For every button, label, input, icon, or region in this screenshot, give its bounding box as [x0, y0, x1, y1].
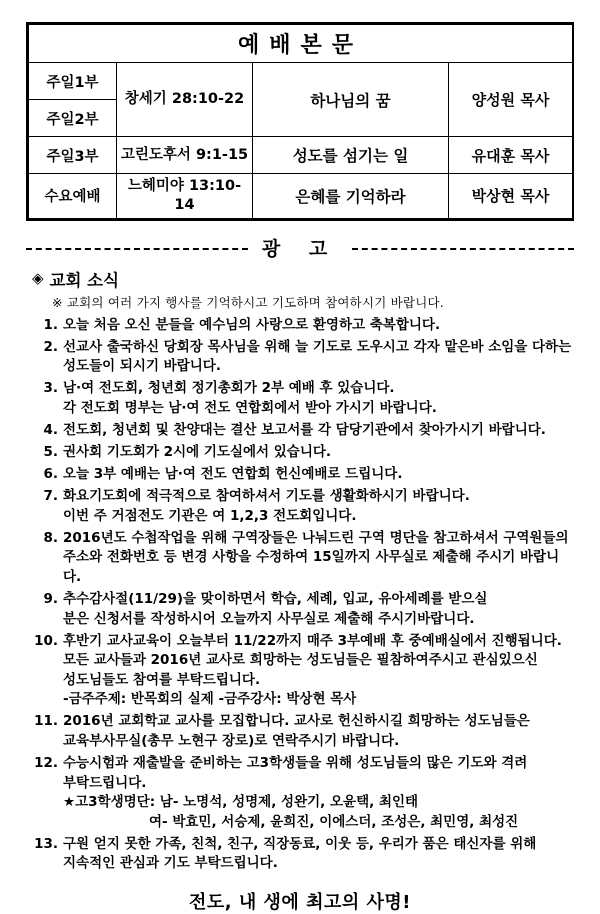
cell-service-4: 수요예배	[29, 174, 117, 219]
item-line: 각 전도회 명부는 남·여 전도 연합회에서 받아 가시기 바랍니다.	[63, 399, 437, 416]
item-line: 화요기도회에 적극적으로 참여하셔서 기도를 생활화하시기 바랍니다.	[63, 488, 470, 505]
item-body	[63, 465, 574, 485]
list-item	[32, 754, 574, 832]
item-number: 1.	[43, 316, 58, 333]
item-line: 선교사 출국하신 당회장 목사님을 위해 늘 기도로 도우시고 각자 맡은바 소임을 다하는	[63, 338, 572, 355]
cell-reference-1	[117, 63, 253, 137]
item-body	[63, 632, 574, 710]
item-body	[63, 338, 574, 377]
table-row	[29, 174, 573, 219]
item-body	[63, 754, 574, 832]
item-line: 부탁드립니다.	[63, 774, 147, 791]
item-line: 전도회, 청년회 및 찬양대는 결산 보고서를 각 담당기관에서 찾아가시기 바랍니다.	[63, 422, 546, 438]
list-item	[32, 338, 574, 377]
item-line: 모든 교사들과 2016년 교사로 희망하는 성도님들은 필참하여주시고 관심있으신	[63, 652, 538, 669]
list-item	[32, 421, 574, 441]
item-line: 교육부사무실(총무 노현구 장로)로 연락주시기 바랍니다.	[63, 732, 400, 749]
section-title	[32, 267, 574, 291]
cell-pastor-3: 유대훈 목사	[449, 137, 573, 174]
table-row	[29, 137, 573, 174]
cell-topic-3: 성도를 섬기는 일	[253, 137, 449, 174]
student-list-female: 여- 박효민, 서승제, 윤희진, 이에스더, 조성은, 최민영, 최성진	[149, 813, 519, 830]
section-note: ※ 교회의 여러 가지 행사를 기억하시고 기도하며 참여하시기 바랍니다.	[52, 294, 444, 310]
diamond-icon: ◈	[32, 269, 44, 288]
item-line: 2016년도 수첩작업을 위해 구역장들은 나눠드린 구역 명단을 참고하셔서 구역원들의	[63, 529, 569, 546]
item-body	[63, 379, 574, 418]
reference-book: 창세기	[124, 91, 167, 108]
list-item	[32, 379, 574, 418]
section-title-label: 교회 소식	[49, 270, 120, 290]
cell-reference-3	[117, 137, 253, 174]
item-number: 6.	[43, 466, 58, 483]
item-number: 8.	[43, 529, 58, 546]
item-body	[63, 487, 574, 526]
item-line: 남·여 전도회, 청년회 정기총회가 2부 예배 후 있습니다.	[63, 380, 395, 397]
divider-right	[352, 248, 574, 250]
cell-service-3: 주일3부	[29, 137, 117, 174]
item-line: 구원 얻지 못한 가족, 친척, 친구, 직장동료, 이웃 등, 우리가 품은 태신자를 위해	[63, 835, 537, 852]
item-number: 3.	[43, 380, 58, 397]
item-body	[63, 316, 574, 336]
scripture-table-container	[26, 22, 574, 221]
item-line: 분은 신청서를 작성하시어 오늘까지 사무실로 제출해 주시기바랍니다.	[63, 610, 475, 627]
item-number: 9.	[43, 591, 58, 607]
footer-slogan: 전도, 내 생에 최고의 사명!	[189, 891, 411, 913]
weekly-topic: -금주주제: 반목회의 실제	[63, 691, 214, 708]
item-line: 이번 주 거점전도 기관은 여 1,2,3 전도회입니다.	[63, 507, 357, 524]
list-item	[32, 316, 574, 336]
table-title-row	[29, 25, 573, 63]
item-body	[63, 835, 574, 874]
item-number: 2.	[43, 338, 58, 355]
item-extra-columns	[63, 690, 574, 710]
item-line: 수능시험과 재출발을 준비하는 고3학생들을 위해 성도님들의 많은 기도와 격려	[63, 755, 528, 771]
item-number: 13.	[34, 835, 58, 852]
list-item	[32, 465, 574, 485]
item-body	[63, 421, 574, 441]
list-item	[32, 590, 574, 629]
announcement-banner	[26, 234, 574, 261]
reference-book: 느헤미야	[127, 178, 184, 194]
item-body	[63, 712, 574, 751]
reference-verses: 13:10-14	[174, 178, 242, 213]
scripture-table	[28, 24, 573, 219]
item-number: 4.	[43, 422, 58, 438]
item-line: 오늘 3부 예배는 남·여 전도 연합회 헌신예배로 드립니다.	[63, 466, 403, 483]
item-line: 주소와 전화번호 등 변경 사항을 수정하여 15일까지 사무실로 제출해 주시기 바랍니다.	[63, 549, 560, 585]
cell-topic-4: 은혜를 기억하라	[253, 174, 449, 219]
cell-pastor-1: 양성원 목사	[449, 63, 573, 137]
weekly-lecturer: -금주강사: 박상현 목사	[218, 691, 357, 708]
cell-topic-1: 하나님의 꿈	[253, 63, 449, 137]
reference-verses: 28:10-22	[171, 91, 245, 108]
item-line: 지속적인 관심과 기도 부탁드립니다.	[63, 855, 278, 872]
announcement-title: 광 고	[261, 237, 339, 260]
list-item	[32, 835, 574, 874]
table-title: 예배본문	[29, 25, 573, 63]
list-item	[32, 712, 574, 751]
item-number: 10.	[34, 632, 58, 649]
item-body	[63, 529, 574, 588]
item-line: 후반기 교사교육이 오늘부터 11/22까지 매주 3부예배 후 중예배실에서 진행됩니다.	[63, 632, 562, 649]
reference-verses: 9:1-15	[195, 146, 249, 163]
cell-reference-4	[117, 174, 253, 219]
item-number: 11.	[34, 713, 58, 730]
table-row	[29, 63, 573, 100]
item-line: 추수감사절(11/29)을 맞이하면서 학습, 세례, 입교, 유아세례를 받으실	[63, 591, 488, 607]
student-list-male: ★고3학생명단: 남- 노명석, 성명제, 성완기, 오윤택, 최인태	[63, 794, 419, 811]
item-number: 12.	[34, 755, 58, 771]
item-line: 2016년 교회학교 교사를 모집합니다. 교사로 헌신하시길 희망하는 성도님들은	[63, 713, 530, 730]
item-line: 성도님들도 참여를 부탁드립니다.	[63, 671, 261, 688]
item-line: 오늘 처음 오신 분들을 예수님의 사랑으로 환영하고 축복합니다.	[63, 316, 441, 333]
reference-book: 고린도후서	[120, 146, 191, 163]
item-line: 권사회 기도회가 2시에 기도실에서 있습니다.	[63, 444, 332, 461]
list-item	[32, 443, 574, 463]
cell-pastor-4: 박상현 목사	[449, 174, 573, 219]
list-item	[32, 632, 574, 710]
item-line: 성도들이 되시기 바랍니다.	[63, 358, 221, 375]
list-item	[32, 487, 574, 526]
item-body	[63, 590, 574, 629]
item-body	[63, 443, 574, 463]
item-number: 5.	[43, 444, 58, 461]
list-item	[32, 529, 574, 588]
item-number: 7.	[43, 488, 58, 505]
cell-service-1: 주일1부	[29, 63, 117, 100]
cell-service-2: 주일2부	[29, 100, 117, 137]
announcement-list	[26, 316, 574, 874]
divider-left	[26, 248, 248, 250]
